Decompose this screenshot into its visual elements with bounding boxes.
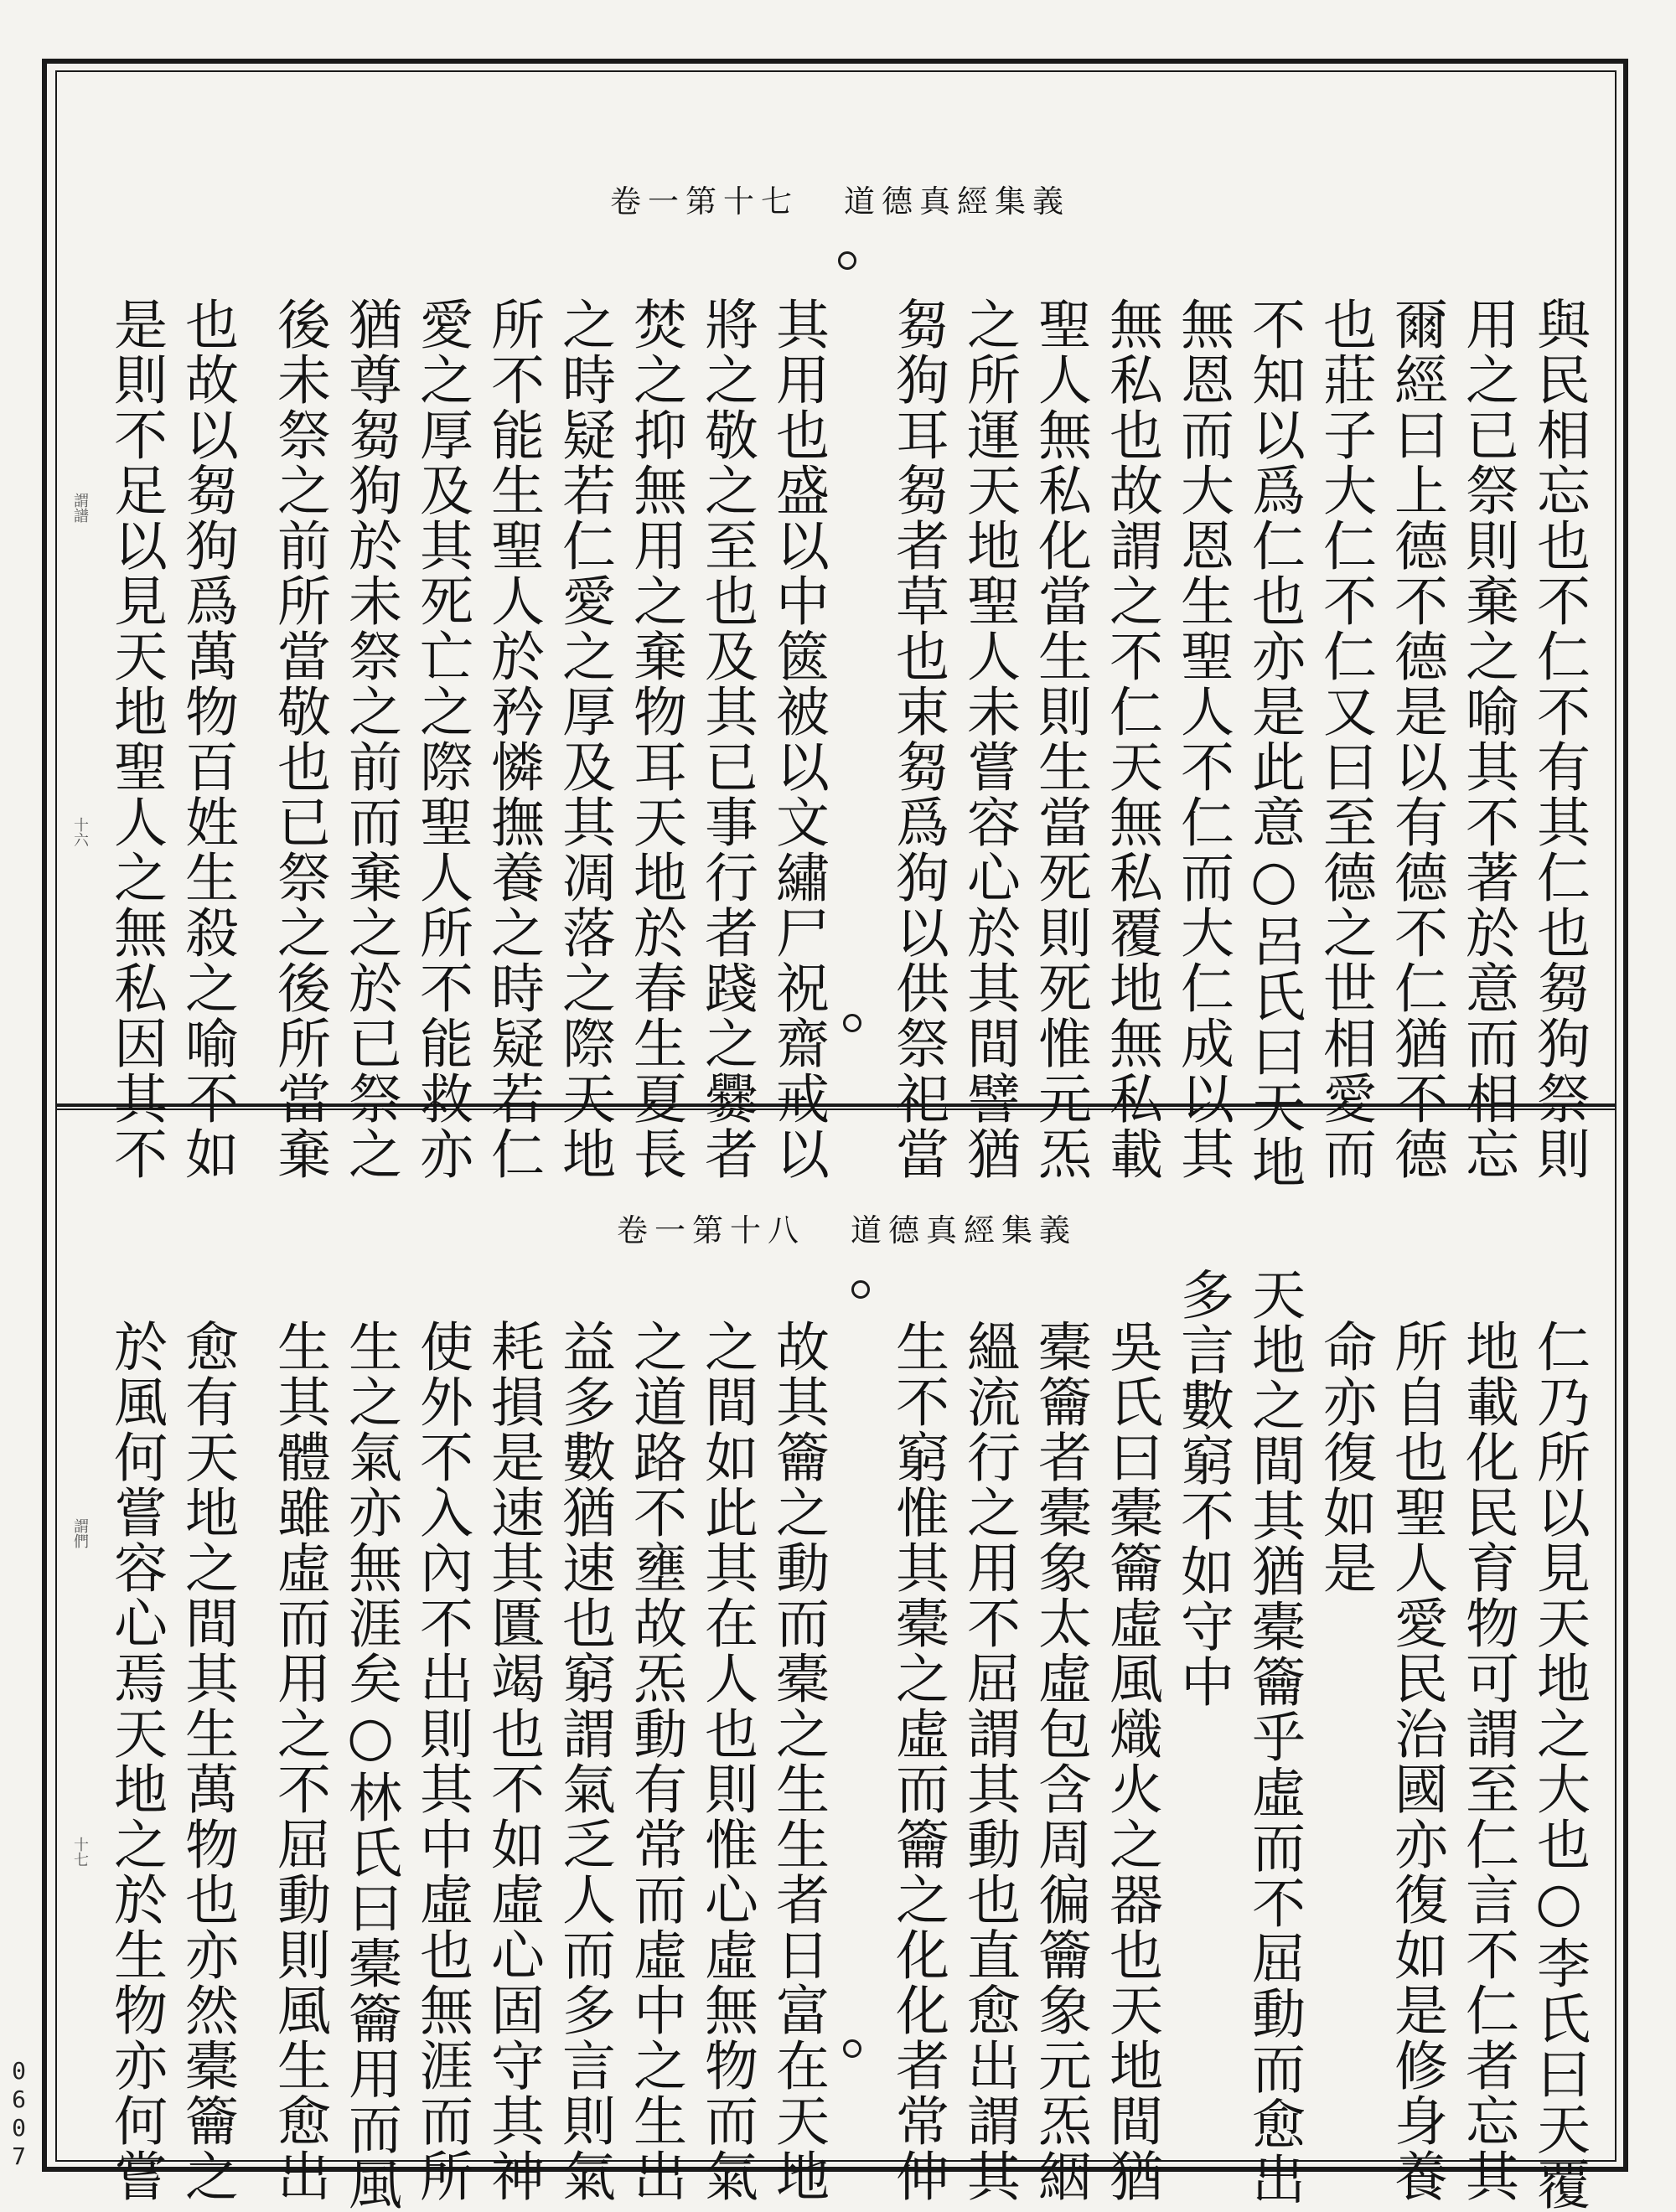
top-text-column: 之所運天地聖人未嘗容心於其間譬猶 bbox=[958, 297, 1020, 1181]
top-text-column: 不知以爲仁也亦是此意○呂氏曰天地 bbox=[1243, 297, 1305, 1190]
bottom-text-column: 天地之間其猶橐籥乎虛而不屈動而愈出 bbox=[1243, 1267, 1305, 2207]
top-text-column: 與民相忘也不仁不有其仁也芻狗祭則 bbox=[1528, 297, 1590, 1181]
bottom-text-column: 生之氣亦無涯矣○林氏曰橐籥用而風 bbox=[339, 1319, 401, 2212]
bottom-text-column: 之道路不壅故炁動有常而虛中之生出 bbox=[624, 1319, 686, 2204]
side-page-number: 0607 bbox=[5, 2057, 33, 2171]
bottom-header-title: 道德真經集義 bbox=[851, 1212, 1077, 1248]
bottom-text-column: 生其體雖虛而用之不屈動則風生愈出 bbox=[268, 1319, 330, 2204]
bottom-text-column: 所自也聖人愛民治國亦復如是修身養 bbox=[1385, 1319, 1447, 2204]
top-text-column: 後未祭之前所當敬也已祭之後所當棄 bbox=[268, 297, 330, 1181]
top-text-column: 芻狗耳芻者草也束芻爲狗以供祭祀當 bbox=[887, 297, 949, 1181]
bottom-text-column: 之間如此其在人也則惟心虛無物而氣 bbox=[696, 1319, 758, 2204]
bottom-text-column: 於風何嘗容心焉天地之於生物亦何嘗 bbox=[105, 1319, 167, 2204]
bottom-text-column: 使外不入內不出則其中虛也無涯而所 bbox=[411, 1319, 473, 2204]
top-text-column: 無私也故謂之不仁天無私覆地無私載 bbox=[1100, 297, 1162, 1181]
top-text-column: 所不能生聖人於矜憐撫養之時疑若仁 bbox=[482, 297, 544, 1181]
bottom-text-column: 命亦復如是 bbox=[1314, 1319, 1376, 1595]
bottom-leaf-note: 謂們 bbox=[71, 1518, 89, 1548]
top-leaf-number: 十六 bbox=[71, 817, 89, 847]
top-header-chapter: 卷一第十七 bbox=[610, 183, 799, 220]
top-text-column: 之時疑若仁愛之厚及其凋落之際天地 bbox=[553, 297, 615, 1181]
circle-marker bbox=[843, 1014, 861, 1032]
circle-marker bbox=[851, 1280, 870, 1299]
circle-marker bbox=[838, 251, 856, 270]
top-header-title: 道德真經集義 bbox=[844, 183, 1070, 220]
bottom-text-column: 故其籥之動而橐之生生者日富在天地 bbox=[767, 1319, 829, 2204]
top-text-column: 將之敬之至也及其已事行者踐之爨者 bbox=[696, 297, 758, 1181]
top-text-column: 也莊子大仁不仁又曰至德之世相愛而 bbox=[1314, 297, 1376, 1181]
top-text-column: 聖人無私化當生則生當死則死惟元炁 bbox=[1029, 297, 1091, 1181]
top-text-column: 是則不足以見天地聖人之無私因其不 bbox=[105, 297, 167, 1181]
top-text-column: 爾經曰上德不德是以有德不仁猶不德 bbox=[1385, 297, 1447, 1181]
bottom-text-column: 仁乃所以見天地之大也○李氏曰天覆 bbox=[1528, 1319, 1590, 2212]
bottom-leaf-number: 十七 bbox=[71, 1837, 89, 1867]
bottom-text-column: 生不窮惟其橐之虛而籥之化化者常伸 bbox=[887, 1319, 949, 2204]
bottom-page-header bbox=[617, 1205, 1077, 1250]
top-text-column: 無恩而大恩生聖人不仁而大仁成以其 bbox=[1172, 297, 1234, 1181]
top-page-header bbox=[610, 176, 1070, 221]
top-text-column: 用之已祭則棄之喻其不著於意而相忘 bbox=[1456, 297, 1518, 1181]
top-leaf-note: 謂譜 bbox=[71, 493, 89, 523]
top-text-column: 愛之厚及其死亡之際聖人所不能救亦 bbox=[411, 297, 473, 1181]
bottom-text-column: 吳氏曰橐籥虛風熾火之器也天地間猶 bbox=[1100, 1319, 1162, 2204]
bottom-text-column: 地載化民育物可謂至仁言不仁者忘其 bbox=[1456, 1319, 1518, 2204]
top-text-column: 猶尊芻狗於未祭之前而棄之於已祭之 bbox=[339, 297, 401, 1181]
bottom-text-column: 橐籥者橐象太虛包含周徧籥象元炁絪 bbox=[1029, 1319, 1091, 2204]
top-text-column: 其用也盛以中篋被以文繡尸祝齋戒以 bbox=[767, 297, 829, 1181]
circle-marker bbox=[843, 2039, 861, 2058]
bottom-text-column: 多言數窮不如守中 bbox=[1172, 1267, 1234, 1709]
bottom-text-column: 愈有天地之間其生萬物也亦然橐籥之 bbox=[176, 1319, 238, 2204]
top-text-column: 焚之抑無用之棄物耳天地於春生夏長 bbox=[624, 297, 686, 1181]
bottom-header-chapter: 卷一第十八 bbox=[617, 1212, 805, 1248]
bottom-text-column: 縕流行之用不屈謂其動也直愈出謂其 bbox=[958, 1319, 1020, 2204]
top-text-column: 也故以芻狗爲萬物百姓生殺之喻不如 bbox=[176, 297, 238, 1181]
bottom-text-column: 益多數猶速也窮謂氣乏人而多言則氣 bbox=[553, 1319, 615, 2204]
bottom-text-column: 耗損是速其匱竭也不如虛心固守其神 bbox=[482, 1319, 544, 2204]
